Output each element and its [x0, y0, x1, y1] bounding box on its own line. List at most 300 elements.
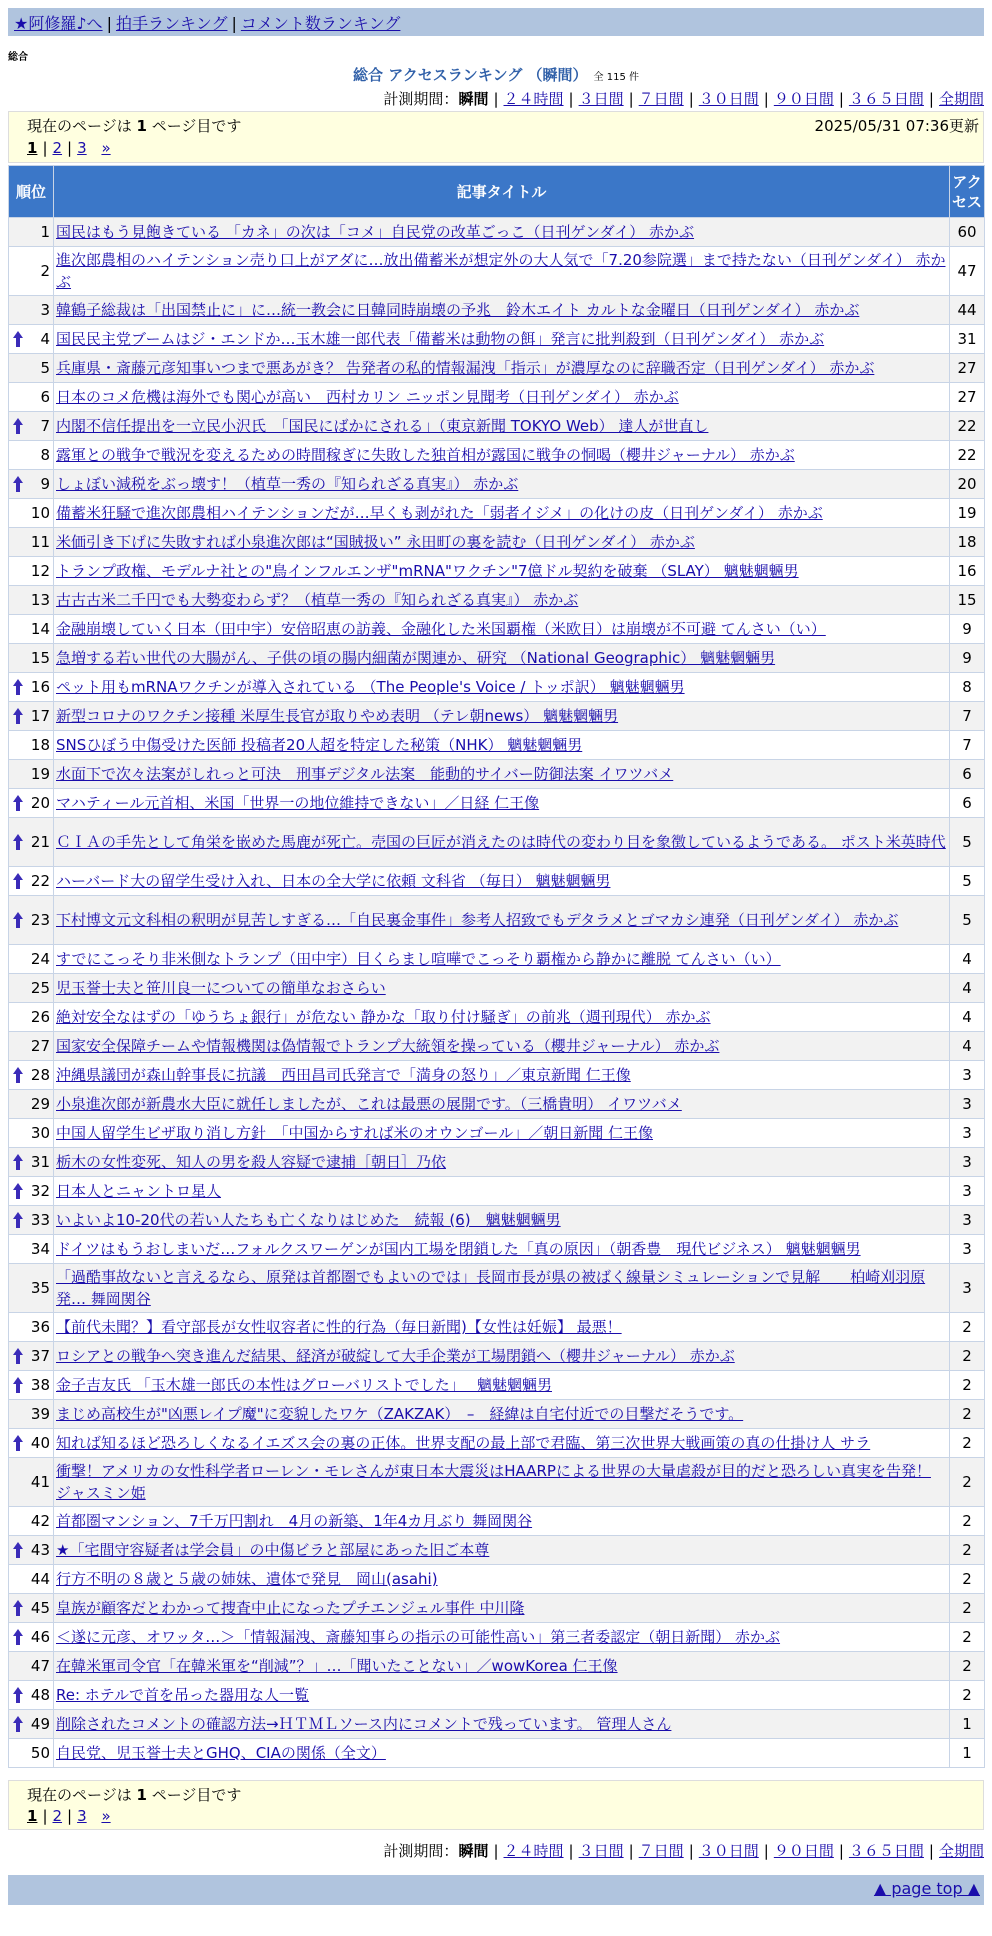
article-link[interactable]: 米価引き下げに失敗すれば小泉進次郎は“国賊扱い” 永田町の裏を読む（日刊ゲンダイ） 赤かぶ: [56, 533, 695, 551]
table-row: [9, 1536, 985, 1565]
table-row: [9, 354, 985, 383]
title-cell: [54, 1536, 950, 1565]
table-row: [9, 818, 985, 867]
page-info-number: 1: [136, 117, 147, 135]
table-row: [9, 1565, 985, 1594]
rank-up-arrow-icon: [12, 475, 24, 493]
access-count: 2: [950, 1400, 985, 1429]
article-link[interactable]: 下村博文元文科相の釈明が見苦しすぎる…「自民裏金事件」参考人招致でもデタラメとゴマカシ連発（日刊ゲンダイ） 赤かぶ: [56, 911, 899, 929]
article-link[interactable]: ドイツはもうおしまいだ…フォルクスワーゲンが国内工場を閉鎖した「真の原因」（朝香豊 現代ビジネス） 魑魅魍魎男: [56, 1240, 861, 1258]
rank-number: 31: [30, 1153, 50, 1171]
rank-number: 42: [30, 1512, 50, 1530]
rank-cell: [9, 441, 54, 470]
access-count: 2: [950, 1594, 985, 1623]
title-cell: [54, 218, 950, 247]
article-link[interactable]: 【前代未聞？】看守部長が女性収容者に性的行為（毎日新聞)【女性は妊娠】 最悪！: [56, 1318, 622, 1336]
article-link[interactable]: 知れば知るほど恐ろしくなるイエズス会の裏の正体。世界支配の最上部で君臨、第三次世界大戦画策の真の仕掛け人 サラ: [56, 1434, 871, 1452]
article-link[interactable]: 水面下で次々法案がしれっと可決 刑事デジタル法案 能動的サイバー防御法案 イワツバメ: [56, 765, 674, 783]
rank-up-arrow-icon: [12, 1715, 24, 1733]
rank-number: 48: [30, 1686, 50, 1704]
access-count: 4: [950, 1003, 985, 1032]
article-link[interactable]: 衝撃！アメリカの女性科学者ローレン・モレさんが東日本大震災はHAARPによる世界の大量虐殺が目的だと恐ろしい真実を告発！ ジャスミン姫: [56, 1462, 931, 1502]
access-count: 8: [950, 673, 985, 702]
article-link[interactable]: 自民党、児玉誉士夫とGHQ、CIAの関係（全文）: [56, 1744, 386, 1762]
table-row: [9, 731, 985, 760]
page-title-text: 総合 アクセスランキング （瞬間）: [353, 66, 588, 84]
table-row: [9, 528, 985, 557]
home-link[interactable]: ★阿修羅♪へ: [14, 14, 103, 33]
current-page-info: [27, 115, 241, 136]
access-count: 3: [950, 1061, 985, 1090]
title-cell: [54, 383, 950, 412]
access-count: 2: [950, 1652, 985, 1681]
article-link[interactable]: 日本人とニャントロ星人: [56, 1182, 222, 1200]
pager-separator: |: [67, 1807, 73, 1825]
rank-number: 28: [30, 1066, 50, 1084]
rank-cell: [9, 1710, 54, 1739]
rank-number: 6: [40, 388, 50, 406]
rank-number: 23: [30, 911, 50, 929]
period-link-3[interactable]: ３０日間: [698, 90, 759, 108]
title-cell: [54, 1206, 950, 1235]
table-row: [9, 470, 985, 499]
title-cell: [54, 760, 950, 789]
title-cell: [54, 1235, 950, 1264]
rank-number: 16: [30, 678, 50, 696]
period-selector-top: [184, 88, 984, 109]
rank-up-arrow-icon: [12, 1628, 24, 1646]
rank-cell: [9, 1458, 54, 1507]
article-link[interactable]: いよいよ10-20代の若い人たちも亡くなりはじめた 続報 (6) 魑魅魍魎男: [56, 1211, 561, 1229]
rank-up-arrow-icon: [12, 911, 24, 929]
table-row: [9, 1177, 985, 1206]
access-count: 3: [950, 1090, 985, 1119]
period-link-5[interactable]: ３６５日間: [848, 1842, 924, 1860]
rank-number: 27: [30, 1037, 50, 1055]
access-count: 2: [950, 1429, 985, 1458]
rank-number: 33: [30, 1211, 50, 1229]
rank-cell: [9, 1623, 54, 1652]
title-cell: [54, 1342, 950, 1371]
rank-cell: [9, 499, 54, 528]
article-link[interactable]: 国民はもう見飽きている 「カネ」の次は「コメ」自民党の改革ごっこ（日刊ゲンダイ） 赤かぶ: [56, 223, 695, 241]
article-link[interactable]: 金子吉友氏 「玉木雄一郎氏の本性はグローバリストでした」 魑魅魍魎男: [56, 1376, 552, 1394]
rank-number: 24: [30, 950, 50, 968]
title-cell: [54, 789, 950, 818]
article-link[interactable]: SNSひぼう中傷受けた医師 投稿者20人超を特定した秘策（NHK） 魑魅魍魎男: [56, 736, 583, 754]
article-link[interactable]: 国家安全保障チームや情報機関は偽情報でトランプ大統領を操っている（櫻井ジャーナル） 赤かぶ: [56, 1037, 720, 1055]
table-row: [9, 789, 985, 818]
access-count: 1: [950, 1710, 985, 1739]
title-cell: [54, 1119, 950, 1148]
rank-number: 2: [40, 262, 50, 280]
title-cell: [54, 1371, 950, 1400]
article-link[interactable]: 皇族が顧客だとわかって捜査中止になったプチエンジェル事件 中川隆: [56, 1599, 525, 1617]
access-count: 27: [950, 383, 985, 412]
title-cell: [54, 1739, 950, 1768]
rank-cell: [9, 789, 54, 818]
table-row: [9, 1061, 985, 1090]
title-cell: [54, 702, 950, 731]
pager-separator: |: [42, 139, 48, 157]
article-link[interactable]: 新型コロナのワクチン接種 米厚生長官が取りやめ表明 （テレ朝news） 魑魅魍魎男: [56, 707, 619, 725]
pager-next[interactable]: »: [101, 139, 111, 157]
table-row: [9, 1652, 985, 1681]
table-row: [9, 1739, 985, 1768]
rank-cell: [9, 1090, 54, 1119]
table-row: [9, 1090, 985, 1119]
title-cell: [54, 441, 950, 470]
pager-next[interactable]: »: [101, 1807, 111, 1825]
article-link[interactable]: 中国人留学生ビザ取り消し方針 「中国からすれば米のオウンゴール」／朝日新聞 仁王像: [56, 1124, 653, 1142]
rank-cell: [9, 731, 54, 760]
article-link[interactable]: 削除されたコメントの確認方法→ＨＴＭＬソース内にコメントで残っています。 管理人さん: [56, 1715, 672, 1733]
rank-cell: [9, 1313, 54, 1342]
title-cell: [54, 644, 950, 673]
access-count: 6: [950, 789, 985, 818]
table-row: [9, 702, 985, 731]
article-link[interactable]: ハーバード大の留学生受け入れ、日本の全大学に依頼 文科省 （毎日） 魑魅魍魎男: [56, 872, 611, 890]
table-row: [9, 1710, 985, 1739]
table-row: [9, 441, 985, 470]
title-cell: [54, 1264, 950, 1313]
access-count: 2: [950, 1507, 985, 1536]
article-link[interactable]: 古古古米二千円でも大勢変わらず？（植草一秀の『知られざる真実』） 赤かぶ: [56, 591, 579, 609]
access-count: 2: [950, 1458, 985, 1507]
access-count: 1: [950, 1739, 985, 1768]
access-count: 2: [950, 1313, 985, 1342]
period-link-0[interactable]: ２４時間: [503, 90, 564, 108]
article-link[interactable]: 首都圏マンション、7千万円割れ 4月の新築、1年4カ月ぶり 舞岡関谷: [56, 1512, 533, 1530]
access-count: 18: [950, 528, 985, 557]
period-separator: |: [628, 90, 634, 108]
period-separator: |: [688, 1842, 694, 1860]
access-count: 2: [950, 1342, 985, 1371]
nav-separator: |: [231, 14, 237, 33]
article-link[interactable]: 急増する若い世代の大腸がん、子供の頃の腸内細菌が関連か、研究 （National Geographic） 魑魅魍魎男: [56, 649, 776, 667]
access-count: 27: [950, 354, 985, 383]
period-link-6[interactable]: 全期間: [938, 1842, 984, 1860]
article-link[interactable]: トランプ政権、モデルナ社との"鳥インフルエンザ"mRNA"ワクチン"7億ドル契約を破棄 （SLAY） 魑魅魍魎男: [56, 562, 799, 580]
title-cell: [54, 1623, 950, 1652]
pager-page-2[interactable]: 2: [52, 1807, 63, 1825]
rank-number: 20: [30, 794, 50, 812]
access-count: 3: [950, 1206, 985, 1235]
rank-up-arrow-icon: [12, 1376, 24, 1394]
article-link[interactable]: しょぼい減税をぶっ壊す！（植草一秀の『知られざる真実』） 赤かぶ: [56, 475, 519, 493]
period-link-1[interactable]: ３日間: [578, 1842, 624, 1860]
page-info-number: 1: [136, 1786, 147, 1804]
article-link[interactable]: 備蓄米狂騒で進次郎農相ハイテンションだが…早くも剥がれた「弱者イジメ」の化けの皮（日刊ゲンダイ） 赤かぶ: [56, 504, 823, 522]
title-cell: [54, 1458, 950, 1507]
title-cell: [54, 528, 950, 557]
table-row: [9, 1313, 985, 1342]
table-row: [9, 1119, 985, 1148]
title-cell: [54, 1429, 950, 1458]
article-link[interactable]: Re: ホテルで首を吊った器用な人一覧: [56, 1686, 310, 1704]
access-count: 3: [950, 1119, 985, 1148]
article-link[interactable]: 韓鶴子総裁は「出国禁止に」に…統一教会に日韓同時崩壊の予兆 鈴木エイト カルトな金曜日（日刊ゲンダイ） 赤かぶ: [56, 301, 860, 319]
title-cell: [54, 1652, 950, 1681]
rank-number: 36: [30, 1318, 50, 1336]
pager-top: [27, 139, 111, 157]
rank-cell: [9, 1119, 54, 1148]
rank-up-arrow-icon: [12, 1599, 24, 1617]
article-link[interactable]: 行方不明の８歳と５歳の姉妹、遺体で発見 岡山(asahi): [56, 1570, 438, 1588]
rank-cell: [9, 1536, 54, 1565]
pager-spacer: [92, 139, 97, 157]
rank-number: 13: [30, 591, 50, 609]
article-link[interactable]: ＜遂に元彦、オワッタ…＞「情報漏洩、斎藤知事らの指示の可能性高い」第三者委認定（朝日新聞） 赤かぶ: [56, 1628, 781, 1646]
pager-page-3[interactable]: 3: [77, 139, 87, 157]
title-cell: [54, 1061, 950, 1090]
access-count: 20: [950, 470, 985, 499]
title-cell: [54, 974, 950, 1003]
period-label: 計測期間：: [383, 1842, 459, 1860]
article-link[interactable]: 兵庫県・斎藤元彦知事いつまで悪あがき？ 告発者の私的情報漏洩「指示」が濃厚なのに辞職否定（日刊ゲンダイ） 赤かぶ: [56, 359, 875, 377]
rank-cell: [9, 1652, 54, 1681]
comment-ranking-link[interactable]: コメント数ランキング: [240, 14, 401, 33]
footer-bar: [8, 1875, 984, 1905]
period-link-0[interactable]: ２４時間: [503, 1842, 564, 1860]
table-row: [9, 1235, 985, 1264]
access-count: 9: [950, 644, 985, 673]
access-count: 4: [950, 945, 985, 974]
access-count: 15: [950, 586, 985, 615]
title-cell: [54, 1594, 950, 1623]
table-row: [9, 1206, 985, 1235]
rank-number: 45: [30, 1599, 50, 1617]
rank-up-arrow-icon: [12, 1211, 24, 1229]
article-link[interactable]: まじめ高校生が"凶悪レイプ魔"に変貌したワケ（ZAKZAK） – 経緯は自宅付近での目撃だそうです。: [56, 1405, 744, 1423]
period-link-6[interactable]: 全期間: [938, 90, 984, 108]
rank-number: 26: [30, 1008, 50, 1026]
page-title: [0, 64, 992, 85]
rank-number: 15: [30, 649, 50, 667]
title-cell: [54, 1003, 950, 1032]
article-link[interactable]: 在韓米軍司令官「在韓米軍を“削減”？」…「聞いたことない」／wowKorea 仁王像: [56, 1657, 618, 1675]
article-link[interactable]: 栃木の女性変死、知人の男を殺人容疑で逮捕［朝日］乃依: [56, 1153, 447, 1171]
rank-cell: [9, 1429, 54, 1458]
access-count: 2: [950, 1536, 985, 1565]
rank-number: 5: [40, 359, 50, 377]
period-label: 計測期間：: [383, 90, 459, 108]
rank-number: 38: [30, 1376, 50, 1394]
rank-cell: [9, 1739, 54, 1768]
title-cell: [54, 818, 950, 867]
rank-cell: [9, 818, 54, 867]
rank-cell: [9, 354, 54, 383]
access-count: 2: [950, 1565, 985, 1594]
title-cell: [54, 867, 950, 896]
title-cell: [54, 499, 950, 528]
table-row: [9, 1371, 985, 1400]
rank-cell: [9, 1206, 54, 1235]
article-link[interactable]: ロシアとの戦争へ突き進んだ結果、経済が破綻して大手企業が工場閉鎖へ（櫻井ジャーナル） 赤かぶ: [56, 1347, 735, 1365]
pager-page-1[interactable]: 1: [27, 139, 38, 157]
table-row: [9, 412, 985, 441]
period-separator: |: [763, 90, 769, 108]
table-row: [9, 760, 985, 789]
nav-separator: |: [106, 14, 112, 33]
pager-spacer: [92, 1807, 97, 1825]
pager-page-3[interactable]: 3: [77, 1807, 87, 1825]
title-cell: [54, 1032, 950, 1061]
top-nav-bar: [8, 8, 984, 36]
period-link-2[interactable]: ７日間: [638, 90, 684, 108]
access-count: 5: [950, 867, 985, 896]
rank-cell: [9, 296, 54, 325]
total-count: 全 115 件: [593, 72, 639, 83]
period-link-4[interactable]: ９０日間: [773, 1842, 834, 1860]
table-row: [9, 673, 985, 702]
article-link[interactable]: 日本のコメ危機は海外でも関心が高い 西村カリン ニッポン見聞考（日刊ゲンダイ） 赤かぶ: [56, 388, 679, 406]
period-separator: |: [568, 1842, 574, 1860]
rank-cell: [9, 1148, 54, 1177]
table-row: [9, 557, 985, 586]
access-count: 5: [950, 896, 985, 945]
table-row: [9, 218, 985, 247]
article-link[interactable]: マハティール元首相、米国「世界一の地位維持できない」／日経 仁王像: [56, 794, 540, 812]
title-cell: [54, 354, 950, 383]
title-header: 記事タイトル: [54, 166, 950, 218]
table-row: [9, 1342, 985, 1371]
rank-cell: [9, 412, 54, 441]
rank-number: 30: [30, 1124, 50, 1142]
period-link-3[interactable]: ３０日間: [698, 1842, 759, 1860]
article-link[interactable]: 内閣不信任提出を一立民小沢氏 「国民にばかにされる」（東京新聞 TOKYO Web） 達人が世直し: [56, 417, 709, 435]
title-cell: [54, 1565, 950, 1594]
title-cell: [54, 945, 950, 974]
rank-number: 3: [40, 301, 50, 319]
title-cell: [54, 896, 950, 945]
title-cell: [54, 1090, 950, 1119]
rank-cell: [9, 1400, 54, 1429]
access-count: 22: [950, 412, 985, 441]
rank-number: 32: [30, 1182, 50, 1200]
article-link[interactable]: ＣＩＡの手先として角栄を嵌めた馬鹿が死亡。売国の巨匠が消えたのは時代の変わり目を象徴しているようである。 ポスト米英時代: [56, 833, 946, 851]
rank-cell: [9, 1594, 54, 1623]
period-separator: |: [568, 90, 574, 108]
access-count: 31: [950, 325, 985, 354]
rank-cell: [9, 945, 54, 974]
title-cell: [54, 615, 950, 644]
table-row: [9, 1264, 985, 1313]
article-link[interactable]: 進次郎農相のハイテンション売り口上がアダに…放出備蓄米が想定外の大人気で「7.20参院選」まで持たない（日刊ゲンダイ） 赤かぶ: [56, 251, 946, 291]
article-link[interactable]: 小泉進次郎が新農水大臣に就任しましたが、これは最悪の展開です。（三橋貴明） イワツバメ: [56, 1095, 682, 1113]
rank-cell: [9, 1177, 54, 1206]
rank-number: 37: [30, 1347, 50, 1365]
period-link-4[interactable]: ９０日間: [773, 90, 834, 108]
period-separator: |: [838, 90, 844, 108]
rank-number: 14: [30, 620, 50, 638]
access-count: 19: [950, 499, 985, 528]
clap-ranking-link[interactable]: 拍手ランキング: [115, 14, 228, 33]
table-row: [9, 945, 985, 974]
article-link[interactable]: すでにこっそり非米側なトランプ（田中宇）目くらまし喧嘩でこっそり覇権から静かに離脱 てんさい（い）: [56, 950, 781, 968]
title-cell: [54, 296, 950, 325]
article-link[interactable]: 児玉誉士夫と笹川良一についての簡単なおさらい: [56, 979, 386, 997]
table-row: [9, 896, 985, 945]
pager-page-2[interactable]: 2: [52, 139, 63, 157]
rank-number: 7: [40, 417, 50, 435]
period-link-1[interactable]: ３日間: [578, 90, 624, 108]
table-row: [9, 383, 985, 412]
rank-number: 34: [30, 1240, 50, 1258]
rank-header: 順位: [9, 166, 54, 218]
rank-cell: [9, 1565, 54, 1594]
article-link[interactable]: 「過酷事故ないと言えるなら、原発は首都圏でもよいのでは」長岡市長が県の被ばく線量シミュレーションで見解 柏崎刈羽原発… 舞岡関谷: [56, 1268, 926, 1308]
table-row: [9, 974, 985, 1003]
period-separator: |: [928, 90, 934, 108]
table-row: [9, 615, 985, 644]
rank-cell: [9, 1061, 54, 1090]
table-row: [9, 1148, 985, 1177]
rank-cell: [9, 1371, 54, 1400]
access-header: アクセス: [950, 166, 985, 218]
page-top-link[interactable]: ▲ page top ▲: [873, 1879, 980, 1898]
ranking-table: [8, 165, 985, 1768]
rank-cell: [9, 615, 54, 644]
pager-page-1[interactable]: 1: [27, 1807, 38, 1825]
access-count: 7: [950, 702, 985, 731]
pager-bottom: [27, 1807, 111, 1825]
period-current: 瞬間: [458, 1842, 489, 1860]
rank-up-arrow-icon: [12, 1434, 24, 1452]
rank-cell: [9, 896, 54, 945]
rank-number: 41: [30, 1473, 50, 1491]
title-cell: [54, 731, 950, 760]
rank-cell: [9, 1342, 54, 1371]
rank-up-arrow-icon: [12, 1066, 24, 1084]
article-link[interactable]: ★「宅間守容疑者は学会員」の中傷ビラと部屋にあった旧ご本尊: [56, 1541, 490, 1559]
access-count: 16: [950, 557, 985, 586]
rank-number: 19: [30, 765, 50, 783]
rank-number: 44: [30, 1570, 50, 1588]
rank-cell: [9, 760, 54, 789]
updated-timestamp: 2025/05/31 07:36更新: [814, 117, 979, 135]
article-link[interactable]: 沖縄県議団が森山幹事長に抗議 西田昌司氏発言で「満身の怒り」／東京新聞 仁王像: [56, 1066, 631, 1084]
rank-cell: [9, 586, 54, 615]
article-link[interactable]: ペット用もmRNAワクチンが導入されている （The People's Voice / トッポ訳） 魑魅魍魎男: [56, 678, 685, 696]
access-count: 4: [950, 974, 985, 1003]
table-row: [9, 1623, 985, 1652]
table-row: [9, 296, 985, 325]
rank-number: 4: [40, 330, 50, 348]
rank-cell: [9, 974, 54, 1003]
rank-cell: [9, 1032, 54, 1061]
rank-cell: [9, 702, 54, 731]
rank-up-arrow-icon: [12, 1347, 24, 1365]
page-info-box-bottom: [8, 1780, 984, 1830]
table-row: [9, 1429, 985, 1458]
article-link[interactable]: 絶対安全なはずの「ゆうちょ銀行」が危ない 静かな「取り付け騒ぎ」の前兆（週刊現代） 赤かぶ: [56, 1008, 711, 1026]
rank-cell: [9, 470, 54, 499]
rank-number: 50: [30, 1744, 50, 1762]
article-link[interactable]: 露軍との戦争で戦況を変えるための時間稼ぎに失敗した独首相が露国に戦争の恫喝（櫻井ジャーナル） 赤かぶ: [56, 446, 795, 464]
article-link[interactable]: 金融崩壊していく日本（田中宇）安倍昭恵の訪義、金融化した米国覇権（米欧日）は崩壊が不可避 てんさい（い）: [56, 620, 826, 638]
rank-number: 11: [30, 533, 50, 551]
period-link-5[interactable]: ３６５日間: [848, 90, 924, 108]
access-count: 3: [950, 1177, 985, 1206]
access-count: 6: [950, 760, 985, 789]
period-link-2[interactable]: ７日間: [638, 1842, 684, 1860]
table-row: [9, 1681, 985, 1710]
article-link[interactable]: 国民民主党ブームはジ・エンドか…玉木雄一郎代表「備蓄米は動物の餌」発言に批判殺到（日刊ゲンダイ） 赤かぶ: [56, 330, 825, 348]
pager-separator: |: [67, 139, 73, 157]
access-count: 2: [950, 1371, 985, 1400]
access-count: 44: [950, 296, 985, 325]
